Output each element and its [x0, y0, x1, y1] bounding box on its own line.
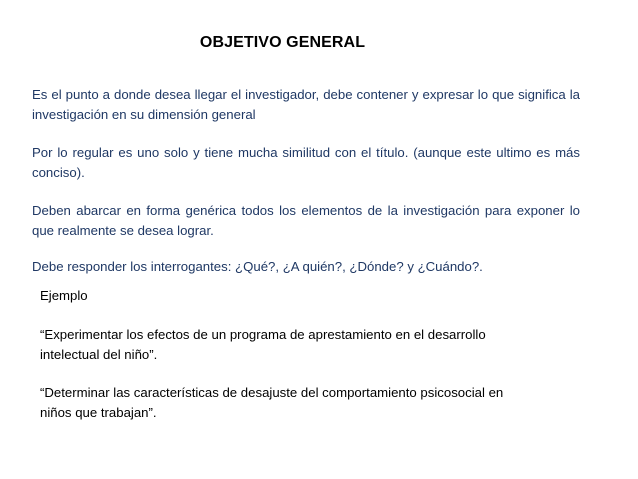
example-item-2-line-2: niños que trabajan”. [40, 405, 157, 420]
example-item-2-line-1: “Determinar las características de desajuste del comportamiento psicosocial en [40, 385, 504, 400]
slide-title: OBJETIVO GENERAL [199, 34, 366, 51]
example-label: Ejemplo [40, 288, 88, 303]
example-item-1-line-1: “Experimentar los efectos de un programa de aprestamiento en el desarrollo [40, 327, 486, 342]
paragraph-similarity: Por lo regular es uno solo y tiene mucha similitud con el título. (aunque este ultimo es más conciso). [32, 145, 580, 180]
paragraph-scope: Deben abarcar en forma genérica todos los elementos de la investigación para exponer lo que realmente se desea lograr. [32, 203, 580, 238]
example-item-1-line-2: intelectual del niño”. [40, 347, 158, 362]
paragraph-questions: Debe responder los interrogantes: ¿Qué?, ¿A quién?, ¿Dónde? y ¿Cuándo?. [32, 259, 483, 274]
paragraph-definition: Es el punto a donde desea llegar el investigador, debe contener y expresar lo que significa la investigación en su dimensión general [32, 87, 580, 122]
example-item-1 [40, 325, 600, 365]
example-item-2 [40, 383, 600, 423]
